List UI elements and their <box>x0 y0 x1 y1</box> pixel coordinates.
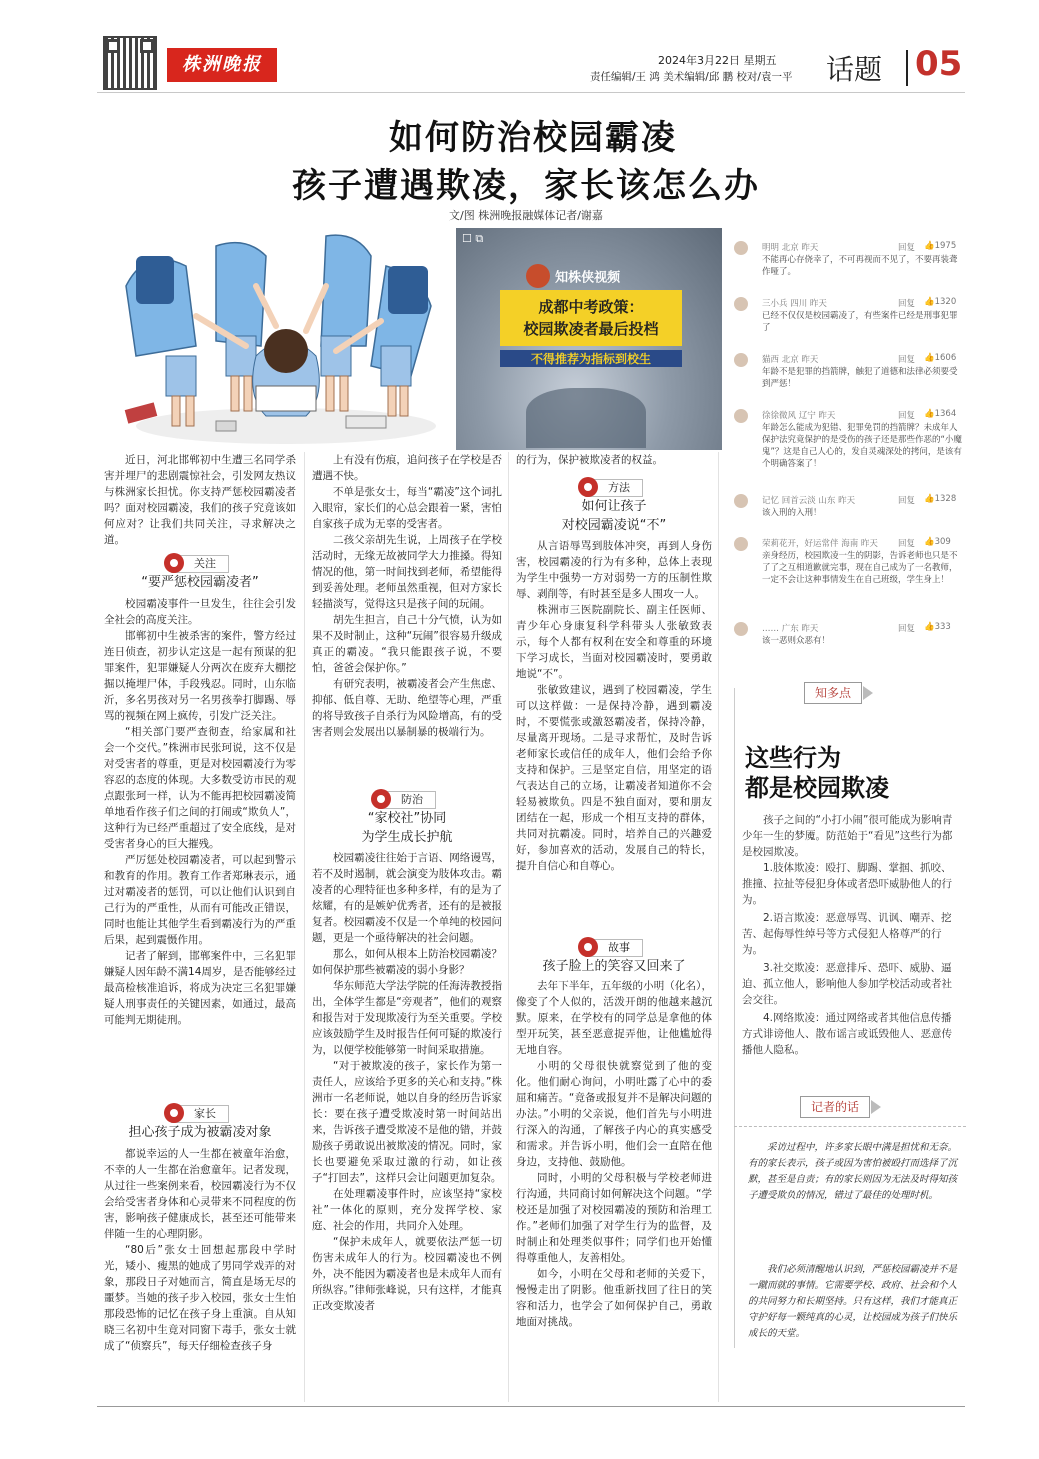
reply-link[interactable]: 回复 <box>898 539 916 549</box>
section-subtitle: 对校园霸凌说“不” <box>561 518 667 533</box>
paragraph: “相关部门要严查彻查，给家属和社会一个交代。”株洲市民张珂说，这不仅是对受害者的尊重，更是对校园霸凌行为零容忍的态度的体现。大多数受访市民的观点跟张珂一样，认为不能再把校园霸凌简单地看作孩子们之间的打闹或“欺负人”，这种行为已经严重超过了安全底线，是对受害者身心的巨大摧残。 <box>104 726 296 850</box>
section-name: 话题 <box>826 53 883 86</box>
bullet-icon <box>371 789 391 809</box>
avatar <box>734 241 748 255</box>
reporter-paragraph: 采访过程中，许多家长眼中满是担忧和无奈。有的家长表示，孩子或因为害怕被殴打而选择了沉默，甚至是自责；有的家长则因为无法及时得知孩子遭受欺负的情况，错过了最佳的处理时机。 <box>748 1142 958 1201</box>
article-column-2-body <box>312 850 502 1314</box>
avatar <box>734 353 748 367</box>
knowledge-heading-2: 都是校园欺凌 <box>745 773 889 802</box>
reply-link[interactable]: 回复 <box>898 299 916 309</box>
paragraph: 胡先生担言，自己十分气愤，认为如果不及时制止，这种“玩闹”很容易升级成真正的霸凌。“我只能跟孩子说，不要怕，爸爸会保护你。” <box>312 614 502 674</box>
page-number: 05 <box>915 44 963 84</box>
bullet-icon <box>578 937 598 957</box>
section-subtitle: “家校社”协同 <box>367 811 447 826</box>
blurred-person <box>526 388 646 448</box>
headline-line-2: 孩子遭遇欺凌，家长该怎么办 <box>292 166 760 206</box>
knowledge-paragraph: 4.网络欺凌：通过网络或者其他信息传播方式诽谤他人、散布谣言或诋毁他人、恶意传播他人隐私。 <box>742 1012 952 1056</box>
article-column-1-body-2 <box>104 1146 296 1354</box>
paragraph: 都说幸运的人一生都在被童年治愈，不幸的人一生都在治愈童年。记者发现，从过往一些案例来看，校园霸凌行为不仅会给受害者身体和心灵带来不同程度的伤害，影响孩子健康成长，甚至还可能带来伴随一生的心理阴影。 <box>104 1148 296 1240</box>
knowledge-paragraph: 孩子之间的“小打小闹”很可能成为影响青少年一生的梦魇。防范始于“看见”这些行为都是校园欺凌。 <box>742 814 953 858</box>
comment-text: 该入刑的入刑！ <box>762 508 822 518</box>
article-column-1-body <box>104 596 296 1028</box>
section-header-prevention <box>312 788 502 847</box>
paragraph: 记者了解到，邯郸案件中，三名犯罪嫌疑人因年龄不满14周岁，是否能够经过最高检核准追诉，将成为决定三名犯罪嫌疑人刑事责任的关键因素，如通过，最高可能判无期徒刑。 <box>104 950 296 1026</box>
article-column-2 <box>312 452 502 740</box>
article-column-3-body-2 <box>516 978 712 1330</box>
avatar <box>734 297 748 311</box>
footer-rule <box>97 1406 965 1407</box>
avatar <box>734 409 748 423</box>
avatar <box>734 537 748 551</box>
reporter-tag: 记者的话 <box>800 1096 870 1118</box>
video-caption-line-1: 成都中考政策： <box>538 298 644 316</box>
avatar <box>734 622 748 636</box>
paragraph: 华东师范大学法学院的任海涛教授指出，全体学生都是“旁观者”，他们的观察和报告对于发现欺凌行为至关重要。学校应该鼓励学生及时报告任何可疑的欺凌行为，以便学校能够第一时间采取措施。 <box>312 980 502 1056</box>
like-count[interactable]: 👍1606 <box>924 353 957 363</box>
section-header-method <box>516 476 712 535</box>
reporter-paragraph: 我们必须清醒地认识到，严惩校园霸凌并不是一蹴而就的事情。它需要学校、政府、社会和个人的共同努力和长期坚持。只有这样，我们才能真正守护好每一颗纯真的心灵，让校园成为孩子们快乐成长的天堂。 <box>748 1264 958 1339</box>
bullet-icon <box>578 477 598 497</box>
video-caption-line-2: 校园欺凌者最后投档 <box>523 320 659 338</box>
reply-link[interactable]: 回复 <box>898 243 916 253</box>
section-header-story <box>516 936 712 976</box>
like-count[interactable]: 👍1975 <box>924 241 957 251</box>
paragraph: 不单是张女士，每当“霸凌”这个词扎入眼帘，家长们的心总会跟着一紧，害怕自家孩子成为无辜的受害者。 <box>312 486 502 530</box>
video-thumbnail[interactable] <box>456 228 722 450</box>
paragraph: 邯郸初中生被杀害的案件，警方经过连日侦查，初步认定这是一起有预谋的犯罪案件，犯罪嫌疑人分两次在废弃大棚挖掘以掩埋尸体，手段残忍。同时，山东临沂，多名男孩对另一名男孩拳打脚踢、辱骂的视频在网上疯传，引发广泛关注。 <box>104 630 296 722</box>
bullying-illustration <box>106 226 446 448</box>
section-badge: 防治 <box>378 791 436 809</box>
comment-author: 荣莉花开，好运常伴 海南 昨天 <box>762 539 878 549</box>
paragraph: 小明的父母很快就察觉到了他的变化。他们耐心询问，小明吐露了心中的委屈和痛苦。“竟备或报复并不是解决问题的办法。”小明的父亲说，他们首先与小明进行深入的沟通，了解孩子内心的真实感受和需求。并告诉小明，他们会一直陪在他身边，支持他、鼓励他。 <box>516 1060 712 1168</box>
like-count[interactable]: 👍1364 <box>924 409 957 419</box>
section-subtitle: 孩子脸上的笑容又回来了 <box>542 959 686 974</box>
bullet-icon <box>164 1103 184 1123</box>
video-caption-line-3: 不得推荐为指标到校生 <box>500 350 682 367</box>
header-divider <box>906 50 908 86</box>
comment-author: 明明 北京 昨天 <box>762 243 819 253</box>
comment-author: …… 广东 昨天 <box>762 624 819 634</box>
comment-text: 亲身经历，校园欺凌一生的阴影，告诉老师也只是不了了之互相道歉就完事，现在自己成为了一名教师，一定不会让这种事情发生在自己班级，学生身上！ <box>762 551 958 585</box>
comment-author: 徐徐微风 辽宁 昨天 <box>762 411 836 421</box>
section-header-parents <box>104 1102 296 1142</box>
paragraph: “80后”张女士回想起那段中学时光，矮小、瘦黑的她成了男同学戏弄的对象，那段日子对她而言，简直是场无尽的噩梦。当她的孩子步入校园，张女士生怕那段恐怖的记忆在孩子身上重演。自从知晓三名初中生竟对同窗下毒手，张女士就成了“侦察兵”，每天仔细检查孩子身 <box>104 1244 296 1352</box>
paragraph: 的行为，保护被欺凌者的权益。 <box>516 454 663 466</box>
knowledge-paragraph: 1.肢体欺凌：殴打、脚踢、掌掴、抓咬、推撞、拉扯等侵犯身体或者恐吓威胁他人的行为。 <box>742 862 952 906</box>
issue-date: 2024年3月22日 星期五 <box>658 54 777 67</box>
comment-text: 年龄怎么能成为犯错、犯罪免罚的挡箭牌？未成年人保护法究竟保护的是受伤的孩子还是那些作恶的“小魔鬼”？这是自己人心的，发自灵魂深处的拷问，是该有个明确答案了！ <box>762 423 962 469</box>
article-column-3-body <box>516 538 712 874</box>
paragraph: 校园霸凌事件一旦发生，往往会引发全社会的高度关注。 <box>104 598 296 626</box>
video-toolbar-icon[interactable]: ☐ ⧉ <box>462 232 484 245</box>
knowledge-paragraph: 3.社交欺凌：恶意排斥、恐吓、威胁、逼迫、孤立他人，影响他人参加学校活动或者社会交往。 <box>742 962 952 1006</box>
like-count[interactable]: 👍1328 <box>924 494 957 504</box>
knowledge-heading-1: 这些行为 <box>745 743 841 772</box>
section-badge: 关注 <box>171 555 229 573</box>
paragraph: 严厉惩处校园霸凌者，可以起到警示和教育的作用。教育工作者郑琳表示，通过对霸凌者的惩罚，可以让他们认识到自己行为的严重性，从而有可能改正错误，同时也能让其他学生看到霸凌行为的严重后果，起到震慑作用。 <box>104 854 296 946</box>
article-column-1 <box>104 452 296 548</box>
paragraph: 校园霸凌往往始于言语、网络谩骂，若不及时遏制，就会演变为肢体攻击。霸凌者的心理特征也多种多样，有的是为了炫耀，有的是嫉妒优秀者，还有的是被报复者。校园霸凌不仅是一个单纯的校园问题，更是一个亟待解决的社会问题。 <box>312 852 502 944</box>
section-badge: 方法 <box>585 479 643 497</box>
reply-link[interactable]: 回复 <box>898 355 916 365</box>
section-subtitle: 如何让孩子 <box>581 499 647 514</box>
comment-author: 猫西 北京 昨天 <box>762 355 819 365</box>
byline: 文/图 株洲晚报融媒体记者/谢嘉 <box>449 209 603 222</box>
qr-code[interactable] <box>103 36 157 90</box>
comment-author: 三小兵 四川 昨天 <box>762 299 827 309</box>
paragraph: “保护未成年人，就要依法严惩一切伤害未成年人的行为。校园霸凌也不例外，决不能因为霸凌者也是未成年人而有所纵容。”律师张峰说，只有这样，才能真正改变欺凌者 <box>312 1236 502 1312</box>
paragraph: 张敏致建议，遇到了校园霸凌，学生可以这样做：一是保持冷静，遇到霸凌时，不要慌张或激怒霸凌者，保持冷静，尽量离开现场。二是寻求帮忙，及时告诉老师家长或信任的成年人，他们会给予你支持和保护。三是坚定自信，用坚定的语气表达自己的立场，让霸凌者知道你不会轻易被欺负。四是不独自面对，要和朋友团结在一起，形成一个相互支持的群体，共同对抗霸凌。同时，培养自己的兴趣爱好，参加喜欢的活动，发展自己的特长，提升自信心和自尊心。 <box>516 684 712 872</box>
section-subtitle: 担心孩子成为被霸凌对象 <box>128 1125 272 1140</box>
channel-logo-icon <box>526 264 550 288</box>
paragraph: 那么，如何从根本上防治校园霸凌？如何保护那些被霸凌的弱小身影？ <box>312 948 502 976</box>
editor-credits: 责任编辑/王 鸿 美术编辑/邱 鹏 校对/袁一平 <box>590 71 793 83</box>
section-subtitle: “要严惩校园霸凌者” <box>141 575 259 590</box>
paragraph: 同时，小明的父母积极与学校老师进行沟通，共同商讨如何解决这个问题。“学校还是加强了对校园霸凌的预防和治理工作。”老师们加强了对学生行为的监督，及时制止和处理类似事件；同学们也开始懂得尊重他人，友善相处。 <box>516 1172 712 1264</box>
video-caption-box <box>500 290 682 346</box>
section-subtitle: 为学生成长护航 <box>361 830 453 845</box>
article-column-3 <box>516 452 712 468</box>
paragraph: 有研究表明，被霸凌者会产生焦虑、抑郁、低自尊、无助、绝望等心理，严重的将导致孩子自杀行为风险增高，有的受害者则会发展出以暴制暴的极端行为。 <box>312 678 502 738</box>
comment-text: 不能再心存侥幸了，不可再视而不见了，不要再装聋作哑了。 <box>762 255 958 277</box>
bullet-icon <box>164 553 184 573</box>
section-badge: 家长 <box>171 1105 229 1123</box>
comment-text: 该一恶则众恶有！ <box>762 636 831 646</box>
newspaper-logo: 株洲晚报 <box>167 48 277 82</box>
paragraph: “对于被欺凌的孩子，家长作为第一责任人，应该给予更多的关心和支持。”株洲市一名老师说，她以自身的经历告诉家长：要在孩子遭受欺凌时第一时间站出来，告诉孩子遭受欺凌不是他的错，并鼓励孩子勇敢说出被欺凌的情况。同时，家长也要避免采取过激的行动，如让孩子“打回去”，这样只会让问题更加复杂。 <box>312 1060 502 1184</box>
paragraph: 上有没有伤痕，追问孩子在学校是否遭遇不快。 <box>312 454 502 482</box>
like-count[interactable]: 👍1320 <box>924 297 957 307</box>
intro-paragraph: 近日，河北邯郸初中生遭三名同学杀害并埋尸的悲剧震惊社会，引发网友热议与株洲家长担忧。你支持严惩校园霸凌者吗？面对校园霸凌，我们的孩子究竟该如何应对？让我们共同关注，寻求解决之道。 <box>104 454 296 546</box>
like-count[interactable]: 👍309 <box>924 537 951 547</box>
reply-link[interactable]: 回复 <box>898 624 916 634</box>
knowledge-paragraph: 2.语言欺凌：恶意辱骂、讥讽、嘲弄、挖苦、起侮辱性绰号等方式侵犯人格尊严的行为。 <box>742 912 952 956</box>
section-header-focus <box>104 552 296 592</box>
column-divider <box>508 452 509 1402</box>
comment-author: 记忆 回首云淡 山东 昨天 <box>762 496 856 506</box>
knowledge-tag: 知多点 <box>804 682 862 704</box>
paragraph: 二孩父亲胡先生说，上周孩子在学校活动时，无缘无故被同学大力推搡。得知情况的他，第一时间找到老师，希望能得到妥善处理。老师虽然重视，但对方家长轻描淡写，觉得这只是孩子间的玩闹。 <box>312 534 502 610</box>
paragraph: 在处理霸凌事件时，应该坚持“家校社”一体化的原则，充分发挥学校、家庭、社会的作用，共同介入处理。 <box>312 1188 502 1232</box>
reply-link[interactable]: 回复 <box>898 496 916 506</box>
paragraph: 去年下半年，五年级的小明（化名），像变了个人似的，活泼开朗的他越来越沉默。原来，在学校有的同学总是拿他的体型开玩笑，甚至恶意捉弄他，让他尴尬得无地自容。 <box>516 980 712 1056</box>
column-divider <box>718 452 719 1402</box>
like-count[interactable]: 👍333 <box>924 622 951 632</box>
paragraph: 株洲市三医院副院长、副主任医师、青少年心身康复科学科带头人张敏致表示，每个人都有权利在安全和尊重的环境下学习成长，当面对校园霸凌时，要勇敢地说“不”。 <box>516 604 712 680</box>
paragraph: 从言语辱骂到肢体冲突，再到人身伤害，校园霸凌的行为有多种，总体上表现为学生中强势一方对弱势一方的压制性欺辱、剥削等，有时甚至是多人围攻一人。 <box>516 540 712 600</box>
comment-text: 已经不仅仅是校园霸凌了，有些案件已经是刑事犯罪了 <box>762 311 958 333</box>
comment-text: 年龄不是犯罪的挡箭牌，触犯了道德和法律必须要受到严惩！ <box>762 367 958 389</box>
headline-line-1: 如何防治校园霸凌 <box>389 118 677 158</box>
section-badge: 故事 <box>585 939 643 957</box>
paragraph: 如今，小明在父母和老师的关爱下，慢慢走出了阴影。他重新找回了往日的笑容和活力，也学会了如何保护自己，勇敢地面对挑战。 <box>516 1268 712 1328</box>
column-divider <box>304 452 305 1402</box>
avatar <box>734 494 748 508</box>
header-rule <box>97 92 965 93</box>
video-channel-badge: 知株侠视频 <box>526 264 656 298</box>
reply-link[interactable]: 回复 <box>898 411 916 421</box>
